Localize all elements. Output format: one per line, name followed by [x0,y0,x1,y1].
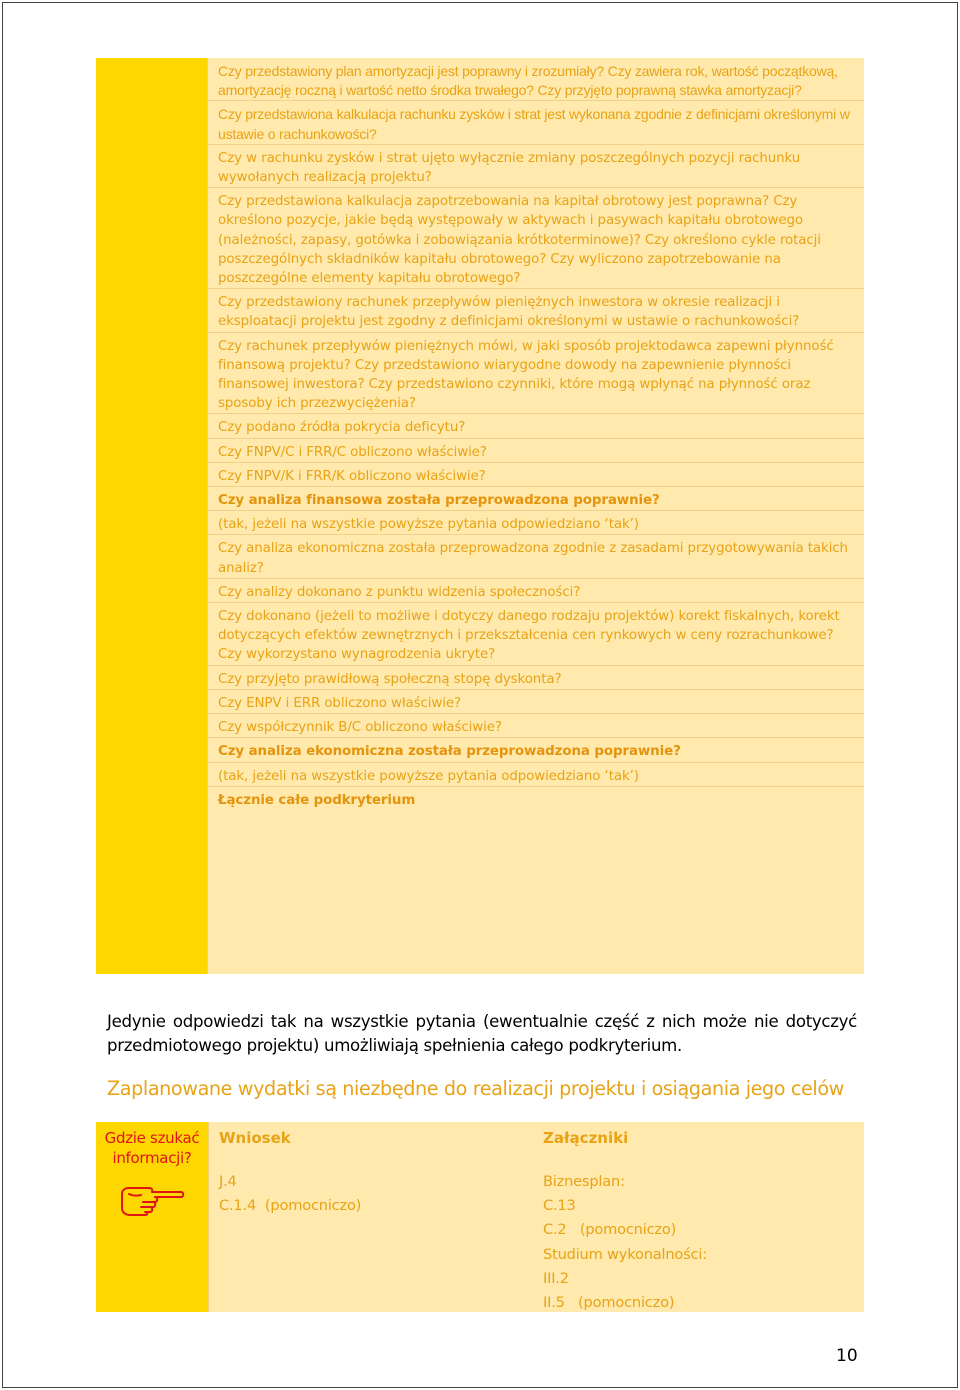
checklist-side-column [96,58,207,974]
checklist-table [96,58,864,974]
reference-item: J.4 [219,1173,237,1190]
info-question: Gdzie szukać informacji? [104,1129,200,1167]
wniosek-list [219,1170,533,1218]
checklist-row: (tak, jeżeli na wszystkie powyższe pytania odpowiedziano ‘tak’) [208,763,864,787]
section-heading: Zaplanowane wydatki są niezbędne do realizacji projektu i osiągania jego celów [107,1077,844,1100]
checklist-row: Czy przedstawiona kalkulacja zapotrzebowania na kapitał obrotowy jest poprawna? Czy określono pozycje, jakie będą występowały w aktywach i pasywach kapitału obrotowego (należności, zapasy, gotówka i zobowiązania krótkoterminowe)? Czy określono cykle rotacji poszczególnych składników kapitału obrotowego? Czy wyliczono zapotrzebowanie na poszczególne elementy kapitału obrotowego? [208,188,864,289]
checklist-row: (tak, jeżeli na wszystkie powyższe pytania odpowiedziano ‘tak’) [208,511,864,535]
checklist-row: Czy FNPV/C i FRR/C obliczono właściwie? [208,439,864,463]
checklist-row: Czy przyjęto prawidłową społeczną stopę dyskonta? [208,666,864,690]
reference-item: C.1.4 (pomocniczo) [219,1197,362,1215]
reference-item: Biznesplan: [543,1173,625,1190]
reference-item: Studium wykonalności: [543,1245,707,1263]
checklist-questions [207,58,864,974]
info-question-cell [96,1122,208,1312]
checklist-row: Czy analiza finansowa została przeprowadzona poprawnie? [208,487,864,511]
note-paragraph: Jedynie odpowiedzi tak na wszystkie pytania (ewentualnie część z nich może nie dotyczyć przedmiotowego projektu) umożliwiają spełnienia całego podkryterium. [107,1012,857,1055]
pointing-hand-icon [119,1184,185,1218]
reference-item: III.2 [543,1269,569,1287]
zalaczniki-list [543,1170,864,1315]
reference-item: C.13 [543,1197,576,1215]
checklist-row: Czy w rachunku zysków i strat ujęto wyłącznie zmiany poszczególnych pozycji rachunku wywołanych realizacją projektu? [208,145,864,188]
checklist-row: Czy ENPV i ERR obliczono właściwie? [208,690,864,714]
checklist-row: Czy przedstawiony plan amortyzacji jest poprawny i zrozumiały? Czy zawiera rok, wartość początkową, amortyzację roczną i wartość netto środka trwałego? Czy przyjęto poprawną stawka amortyzacji? [208,58,864,101]
checklist-row: Łącznie całe podkryterium [218,792,416,808]
checklist-row: Czy podano źródła pokrycia deficytu? [208,414,864,438]
checklist-row: Czy analizy dokonano z punktu widzenia społeczności? [208,579,864,603]
info-table [96,1122,864,1312]
checklist-row: Czy analiza ekonomiczna została przeprowadzona zgodnie z zasadami przygotowywania takich analiz? [208,535,864,578]
zalaczniki-heading: Załączniki [543,1129,629,1147]
checklist-row: Czy FNPV/K i FRR/K obliczono właściwie? [208,463,864,487]
checklist-row: Czy przedstawiona kalkulacja rachunku zysków i strat jest wykonana zgodnie z definicjami określonymi w ustawie o rachunkowości? [208,101,864,144]
checklist-row: Czy rachunek przepływów pieniężnych mówi, w jaki sposób projektodawca zapewni płynność finansową projektu? Czy przedstawiono wiarygodne dowody na zapewnienie płynności finansowej inwestora? Czy przedstawiono czynniki, które mogą wpłynąć na płynność oraz sposoby ich przezwyciężenia? [208,333,864,415]
reference-item: II.5 (pomocniczo) [543,1294,675,1312]
zalaczniki-column [533,1122,864,1312]
checklist-row: Czy przedstawiony rachunek przepływów pieniężnych inwestora w okresie realizacji i eksploatacji projektu jest zgodny z definicjami określonymi w ustawie o rachunkowości? [208,289,864,332]
wniosek-heading: Wniosek [219,1129,291,1147]
wniosek-column [208,1122,533,1312]
page-number: 10 [836,1346,858,1366]
checklist-row: Czy analiza ekonomiczna została przeprowadzona poprawnie? [208,738,864,762]
checklist-row: Czy dokonano (jeżeli to możliwe i dotyczy danego rodzaju projektów) korekt fiskalnych, korekt dotyczących efektów zewnętrznych i przekształcenia cen rynkowych w ceny rozrachunkowe? Czy wykorzystano wynagrodzenia ukryte? [208,603,864,666]
checklist-row: Czy współczynnik B/C obliczono właściwie? [208,714,864,738]
reference-item: C.2 (pomocniczo) [543,1221,677,1239]
